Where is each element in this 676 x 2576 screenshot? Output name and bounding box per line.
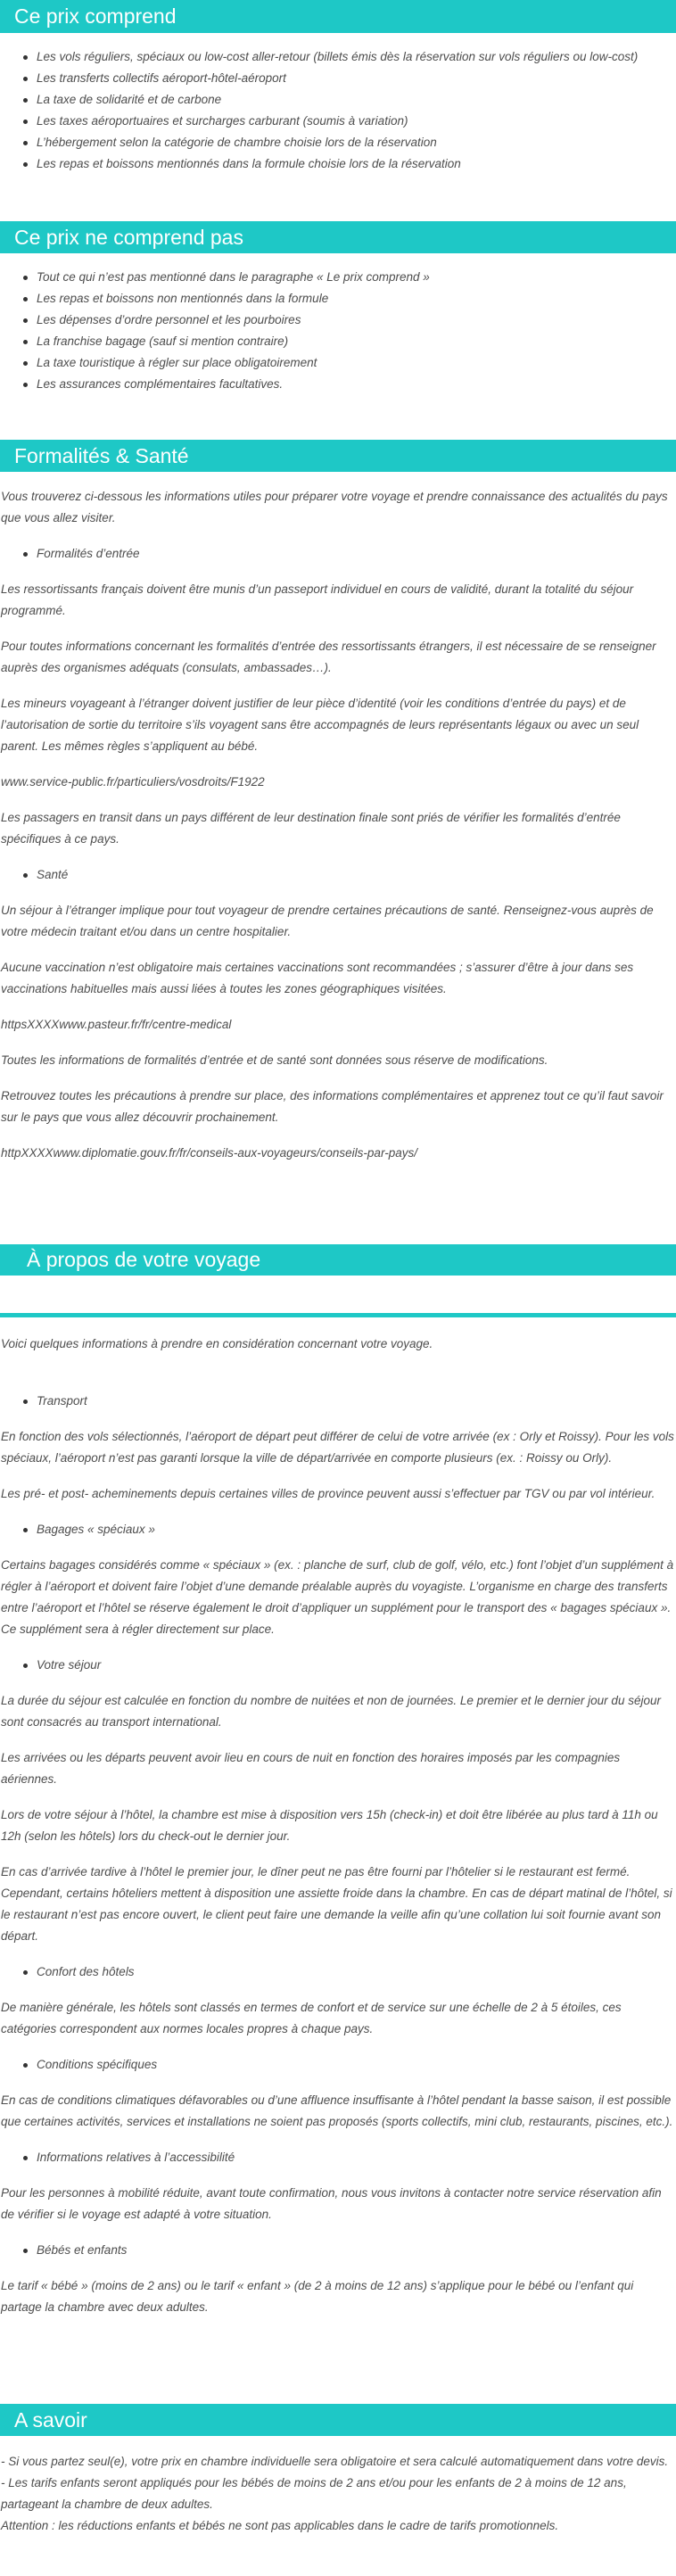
paragraph-intro: Vous trouverez ci-dessous les informations utiles pour préparer votre voyage et prendre connaissance des actualités du pays que vous allez visiter. <box>1 490 668 524</box>
subheading-label: Votre séjour <box>37 1658 102 1672</box>
bullet-icon <box>23 1970 28 1975</box>
paragraph: Un séjour à l’étranger implique pour tout voyageur de prendre certaines précautions de santé. Renseignez-vous auprès de votre médecin traitant et/ou dans un centre hospitalier. <box>1 904 654 938</box>
subheading-label: Informations relatives à l’accessibilité <box>37 2151 235 2164</box>
list-item-text: Les taxes aéroportuaires et surcharges carburant (soumis à variation) <box>37 114 408 128</box>
bullet-icon <box>23 2063 28 2068</box>
list-item <box>1 288 675 310</box>
list-item <box>1 310 675 331</box>
bullet-icon <box>23 120 28 124</box>
paragraph: Les mineurs voyageant à l’étranger doivent justifier de leur pièce d’identité (voir les conditions d’entrée du pays) et de l’autorisation de sortie du territoire s’ils voyagent sans être accompagnés de leurs représentants légaux ou avec un seul parent. Les mêmes règles s’appliquent au bébé. <box>1 697 639 753</box>
formalities-content <box>1 486 675 1178</box>
paragraph: Aucune vaccination n’est obligatoire mais certaines vaccinations sont recommandées ; s’assurer d’être à jour dans ses vaccinations habituelles mais aussi liées à toutes les zones géographiques visitées. <box>1 961 634 995</box>
list-item-text: L’hébergement selon la catégorie de chambre choisie lors de la réservation <box>37 136 437 149</box>
bullet-icon <box>23 98 28 103</box>
list-item-text: Tout ce qui n’est pas mentionné dans le paragraphe « Le prix comprend » <box>37 270 430 284</box>
subheading-label: Santé <box>37 868 69 881</box>
paragraph: En cas d’arrivée tardive à l’hôtel le premier jour, le dîner peut ne pas être fourni par l’hôtelier si le restaurant est fermé. Cependant, certains hôteliers mettent à disposition une assiette froide dans la chambre. En cas de départ matinal de l’hôtel, si le restaurant n’est pas encore ouvert, le client peut faire une demande la veille afin qu’une collation lui soit fournie avant son départ. <box>1 1865 672 1943</box>
subheading-special-luggage <box>1 1519 675 1540</box>
section-title: Formalités & Santé <box>14 444 189 467</box>
subheading-your-stay <box>1 1655 675 1676</box>
bullet-icon <box>23 2156 28 2160</box>
list-item-text: Les dépenses d’ordre personnel et les pourboires <box>37 313 301 326</box>
bullet-icon <box>23 383 28 387</box>
list-item-text: Les transferts collectifs aéroport-hôtel-aéroport <box>37 71 286 85</box>
subheading-label: Bébés et enfants <box>37 2243 128 2257</box>
section-header-formalities <box>0 440 676 472</box>
list-item-text: La taxe touristique à régler sur place obligatoirement <box>37 356 317 369</box>
note-line: - Si vous partez seul(e), votre prix en chambre individuelle sera obligatoire et sera calculé automatiquement dans votre devis. <box>1 2455 669 2468</box>
list-item-text: La taxe de solidarité et de carbone <box>37 93 222 106</box>
subheading-health <box>1 864 675 886</box>
list-item-text: Les assurances complémentaires facultatives. <box>37 377 284 391</box>
subheading-label: Bagages « spéciaux » <box>37 1523 155 1536</box>
list-item-text: Les vols réguliers, spéciaux ou low-cost aller-retour (billets émis dès la réservation sur vols réguliers ou low-cost) <box>37 50 639 63</box>
bullet-icon <box>23 318 28 323</box>
bullet-icon <box>23 361 28 366</box>
bullet-icon <box>23 1664 28 1668</box>
list-item <box>1 352 675 374</box>
paragraph: Pour les personnes à mobilité réduite, avant toute confirmation, nous vous invitons à contacter notre service réservation afin de vérifier si le voyage est adapté à votre situation. <box>1 2186 662 2221</box>
subheading-specific-conditions <box>1 2054 675 2076</box>
bullet-icon <box>23 2249 28 2253</box>
subheading-transport <box>1 1391 675 1412</box>
bullet-icon <box>23 141 28 145</box>
subheading-label: Conditions spécifiques <box>37 2058 158 2071</box>
section-divider <box>0 1313 676 1317</box>
subheading-accessibility <box>1 2147 675 2168</box>
list-item <box>1 331 675 352</box>
bullet-icon <box>23 552 28 557</box>
section-header-excluded <box>0 221 676 253</box>
paragraph: Certains bagages considérés comme « spéciaux » (ex. : planche de surf, club de golf, vélo, etc.) font l’objet d’un supplément à régler à l’aéroport et doivent faire l’objet d’une demande préalable auprès du voyagiste. L’organisme en charge des transferts entre l’aéroport et l’hôtel se réserve également le droit d’appliquer un supplément pour le transport des « bagages spéciaux ». Ce supplément sera à régler directement sur place. <box>1 1558 674 1636</box>
paragraph: Retrouvez toutes les précautions à prendre sur place, des informations complémentaires et apprenez tout ce qu’il faut savoir sur le pays que vous allez découvrir prochainement. <box>1 1089 664 1124</box>
paragraph: Les ressortissants français doivent être munis d’un passeport individuel en cours de validité, durant la totalité du séjour programmé. <box>1 582 634 617</box>
bullet-icon <box>23 1528 28 1532</box>
paragraph-intro: Voici quelques informations à prendre en considération concernant votre voyage. <box>1 1337 433 1350</box>
paragraph: Les arrivées ou les départs peuvent avoir lieu en cours de nuit en fonction des horaires imposés par les compagnies aériennes. <box>1 1751 621 1786</box>
excluded-list <box>1 267 675 395</box>
bullet-icon <box>23 873 28 878</box>
bullet-icon <box>23 1399 28 1404</box>
list-item-text: La franchise bagage (sauf si mention contraire) <box>37 334 289 348</box>
note-line: - Les tarifs enfants seront appliqués pour les bébés de moins de 2 ans et/ou pour les enfants de 2 à moins de 12 ans, partageant la chambre de deux adultes. <box>1 2476 627 2511</box>
section-header-included <box>0 0 676 33</box>
section-header-good-to-know <box>0 2404 676 2436</box>
bullet-icon <box>23 297 28 301</box>
about-content <box>1 1333 675 2332</box>
list-item <box>1 153 675 175</box>
url-text: httpXXXXwww.diplomatie.gouv.fr/fr/conseils-aux-voyageurs/conseils-par-pays/ <box>1 1146 417 1160</box>
paragraph: Pour toutes informations concernant les formalités d’entrée des ressortissants étrangers, il est nécessaire de se renseigner auprès des organismes adéquats (consulats, ambassades…). <box>1 640 656 674</box>
list-item <box>1 267 675 288</box>
list-item-text: Les repas et boissons mentionnés dans la formule choisie lors de la réservation <box>37 157 461 170</box>
section-header-about <box>0 1244 676 1276</box>
list-item <box>1 46 675 68</box>
paragraph: La durée du séjour est calculée en fonction du nombre de nuitées et non de journées. Le premier et le dernier jour du séjour sont consacrés au transport international. <box>1 1694 661 1729</box>
section-title: Ce prix ne comprend pas <box>14 226 243 249</box>
bullet-icon <box>23 340 28 344</box>
good-to-know-content <box>1 2451 675 2537</box>
url-text: httpsXXXXwww.pasteur.fr/fr/centre-medical <box>1 1018 232 1031</box>
bullet-icon <box>23 276 28 280</box>
subheading-hotel-comfort <box>1 1961 675 1983</box>
included-list <box>1 46 675 175</box>
subheading-label: Confort des hôtels <box>37 1965 135 1978</box>
paragraph: Toutes les informations de formalités d’entrée et de santé sont données sous réserve de modifications. <box>1 1053 548 1067</box>
section-title: A savoir <box>14 2408 87 2432</box>
subheading-label: Formalités d’entrée <box>37 547 140 560</box>
subheading-label: Transport <box>37 1394 87 1408</box>
bullet-icon <box>23 55 28 60</box>
section-title: À propos de votre voyage <box>27 1248 261 1271</box>
paragraph: Lors de votre séjour à l’hôtel, la chambre est mise à disposition vers 15h (check-in) et doit être libérée au plus tard à 11h ou 12h (selon les hôtels) lors du check-out le dernier jour. <box>1 1808 658 1843</box>
list-item-text: Les repas et boissons non mentionnés dans la formule <box>37 292 329 305</box>
paragraph: En cas de conditions climatiques défavorables ou d’une affluence insuffisante à l’hôtel pendant la basse saison, il est possible que certaines activités, services et installations ne soient pas proposés (sports collectifs, mini club, restaurants, piscines, etc.). <box>1 2093 673 2128</box>
section-title: Ce prix comprend <box>14 4 177 28</box>
subheading-entry-formalities <box>1 543 675 565</box>
paragraph: Les pré- et post- acheminements depuis certaines villes de province peuvent aussi s’effectuer par TGV ou par vol intérieur. <box>1 1487 655 1500</box>
paragraph: Le tarif « bébé » (moins de 2 ans) ou le tarif « enfant » (de 2 à moins de 12 ans) s’applique pour le bébé ou l’enfant qui partage la chambre avec deux adultes. <box>1 2279 634 2314</box>
list-item <box>1 374 675 395</box>
subheading-babies-children <box>1 2240 675 2261</box>
paragraph: Les passagers en transit dans un pays différent de leur destination finale sont priés de vérifier les formalités d’entrée spécifiques à ce pays. <box>1 811 621 846</box>
list-item <box>1 68 675 89</box>
bullet-icon <box>23 162 28 167</box>
url-text: www.service-public.fr/particuliers/vosdroits/F1922 <box>1 775 265 788</box>
list-item <box>1 132 675 153</box>
list-item <box>1 111 675 132</box>
list-item <box>1 89 675 111</box>
bullet-icon <box>23 77 28 81</box>
note-line: Attention : les réductions enfants et bébés ne sont pas applicables dans le cadre de tarifs promotionnels. <box>1 2519 559 2532</box>
paragraph: En fonction des vols sélectionnés, l’aéroport de départ peut différer de celui de votre arrivée (ex : Orly et Roissy). Pour les vols spéciaux, l’aéroport n’est pas garanti lorsque la ville de départ/arrivée en comporte plusieurs (ex. : Roissy ou Orly). <box>1 1430 674 1465</box>
paragraph: De manière générale, les hôtels sont classés en termes de confort et de service sur une échelle de 2 à 5 étoiles, ces catégories correspondent aux normes locales propres à chaque pays. <box>1 2001 622 2035</box>
